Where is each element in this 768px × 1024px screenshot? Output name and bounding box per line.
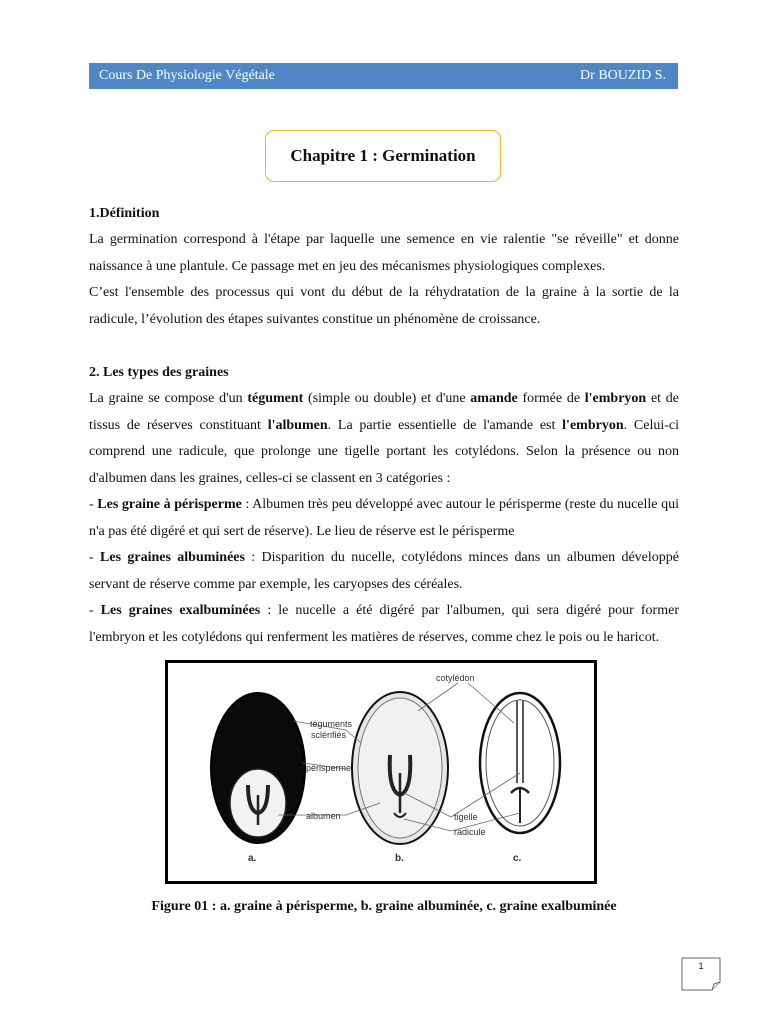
label-perisperme: périsperme (306, 763, 352, 773)
category-perisperme: - Les graine à périsperme : Albumen très peu développé avec autour le périsperme (reste du nucelle qui n'a pas été digéré et qui sert de réserve). Le lieu de réserve est le périsperme (89, 497, 679, 539)
seed-c-diagram (480, 693, 560, 833)
types-heading: 2. Les types des graines (89, 364, 229, 380)
seed-b-diagram (352, 692, 448, 844)
label-teguments: téguments (310, 719, 353, 729)
label-a: a. (248, 853, 257, 864)
label-cotyledon: cotylédon (436, 673, 475, 683)
seed-a-diagram (211, 693, 305, 843)
category-exalbuminee: - Les graines exalbuminées : le nucelle a été digéré par l'albumen, qui sera digéré pour former l'embryon et les cotylédons qui renferment les matières de réserves, comme chez le pois ou le haricot. (89, 603, 679, 645)
document-body (89, 174, 679, 651)
author-name: Dr BOUZID S. (580, 68, 666, 83)
types-paragraph: La graine se compose d'un tégument (simple ou double) et d'une amande formée de l'embryon et de tissus de réserves constituant l'albumen. La partie essentielle de l'amande est l'embryon. Celui-ci comprend une radicule, que prolonge une tigelle portant les cotylédons. Selon la présence ou non d'albumen dans les graines, celles-ci se classent en 3 catégories : (89, 391, 679, 486)
label-c: c. (513, 853, 522, 864)
course-title: Cours De Physiologie Végétale (99, 68, 275, 83)
label-radicule: radicule (454, 827, 486, 837)
label-tigelle: tigelle (454, 812, 478, 822)
seed-figure (165, 660, 597, 884)
page-number: 1 (698, 961, 704, 971)
figure-caption: Figure 01 : a. graine à périsperme, b. graine albuminée, c. graine exalbuminée (151, 899, 617, 914)
category-albuminee: - Les graines albuminées : Disparition du nucelle, cotylédons minces dans un albumen développé servant de réserve comme par exemple, les caryopses des céréales. (89, 550, 679, 592)
definition-heading: 1.Définition (89, 205, 160, 221)
label-sclerifies: sclérifiés (311, 730, 347, 740)
page-header (89, 63, 678, 89)
chapter-title: Chapitre 1 : Germination (290, 146, 476, 165)
label-albumen: albumen (306, 811, 341, 821)
page-number-box (681, 957, 721, 991)
label-b: b. (395, 853, 404, 864)
definition-paragraph-1: La germination correspond à l'étape par laquelle une semence en vie ralentie "se réveille" et donne naissance à une plantule. Ce passage met en jeu des mécanismes physiologiques complexes. (89, 232, 679, 274)
definition-paragraph-2: C’est l'ensemble des processus qui vont du début de la réhydratation de la graine à la sortie de la radicule, l’évolution des étapes suivantes constitue un phénomène de croissance. (89, 285, 679, 327)
